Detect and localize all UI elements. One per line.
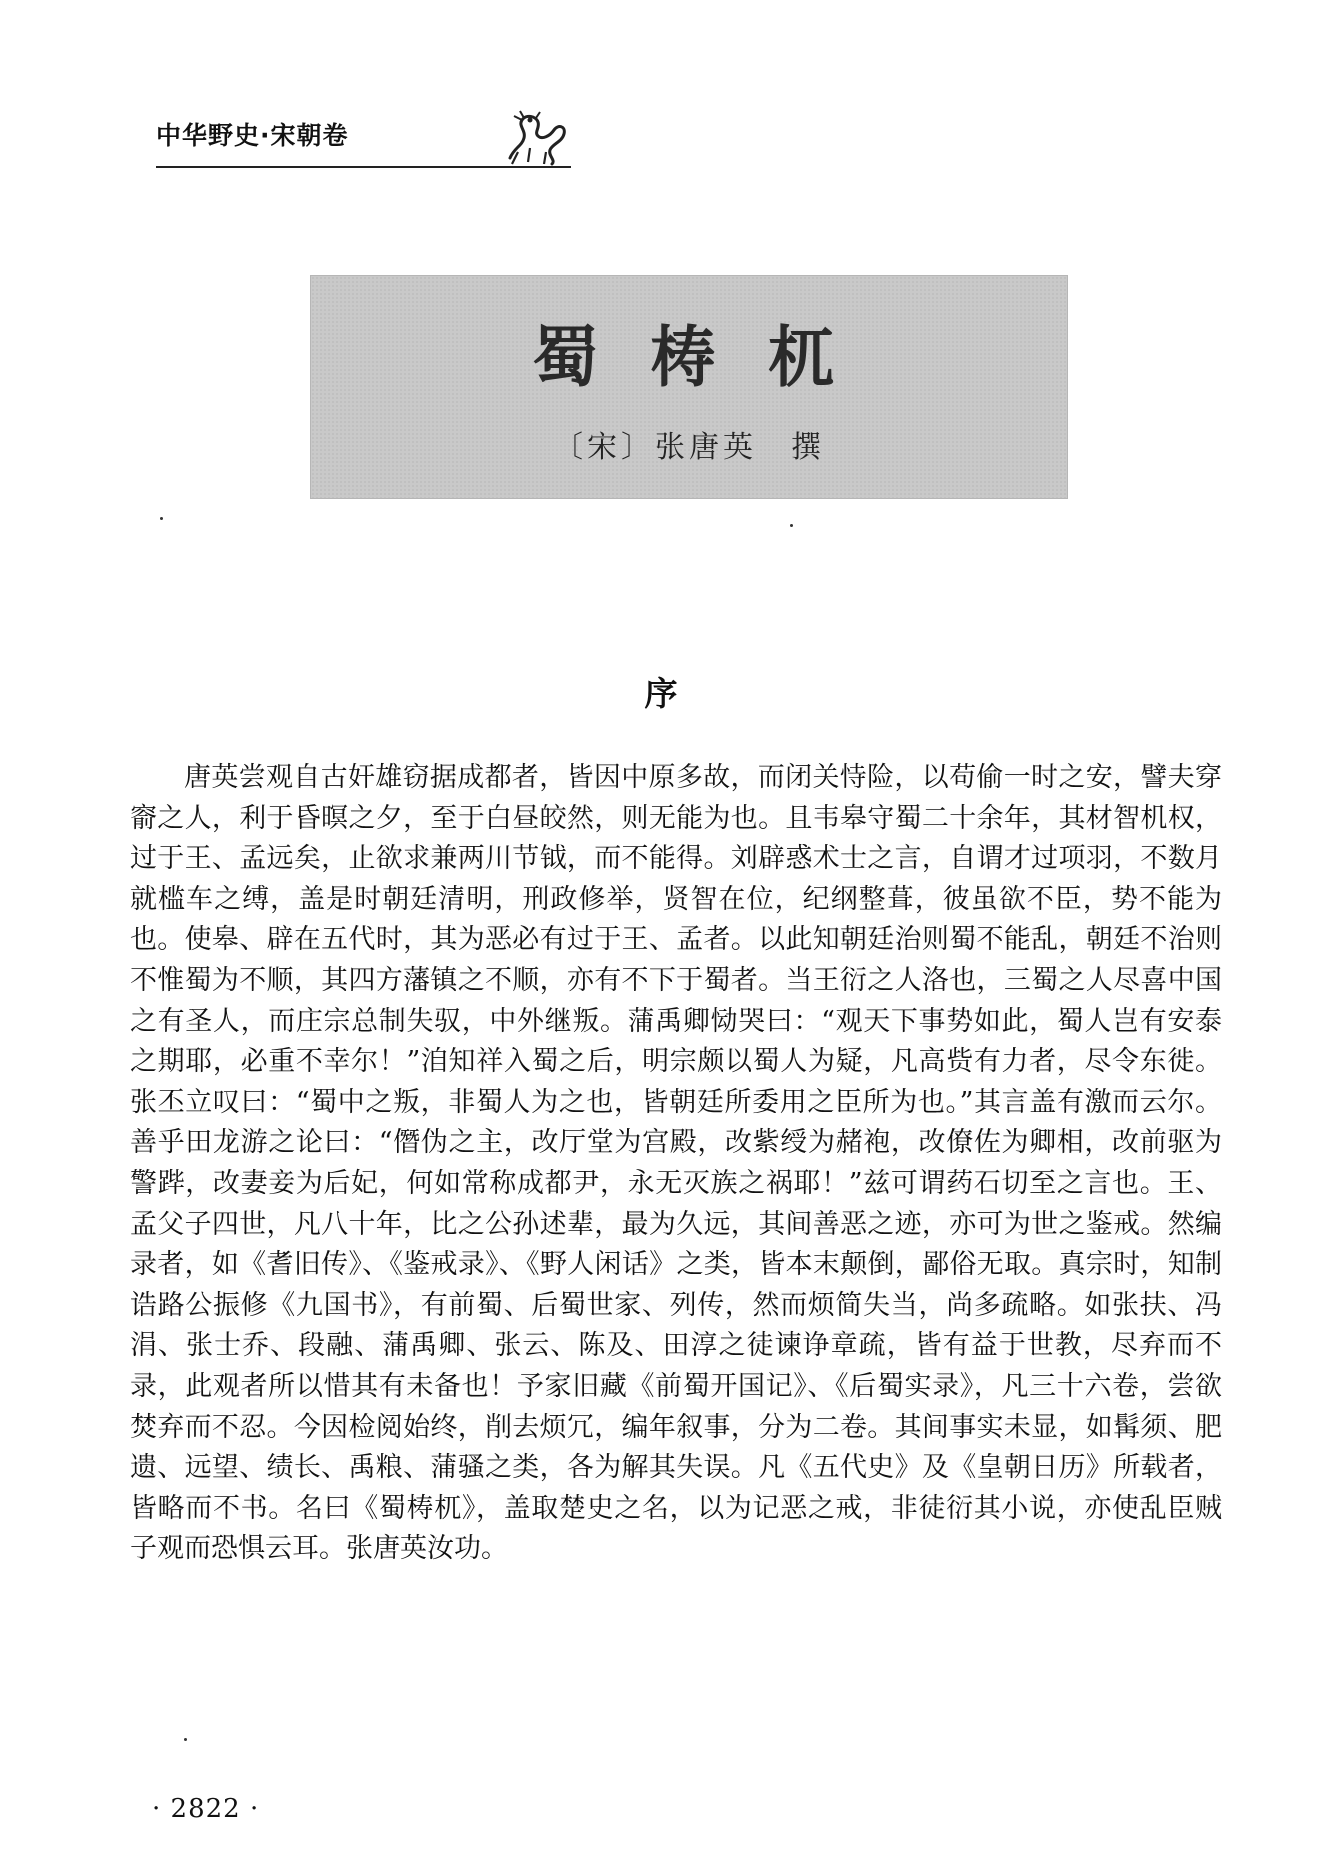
dragon-icon	[500, 108, 572, 168]
preface-body: 唐英尝观自古奸雄窃据成都者，皆因中原多故，而闭关恃险，以苟偷一时之安，譬夫穿窬之人，利于昏暝之夕，至于白昼皎然，则无能为也。且韦皋守蜀二十余年，其材智机权，过于王、孟远矣，止欲求兼两川节钺，而不能得。刘辟惑术士之言，自谓才过项羽，不数月就槛车之缚，盖是时朝廷清明，刑政修举，贤智在位，纪纲整葺，彼虽欲不臣，势不能为也。使皋、辟在五代时，其为恶必有过于王、孟者。以此知朝廷治则蜀不能乱，朝廷不治则不惟蜀为不顺，其四方藩镇之不顺，亦有不下于蜀者。当王衍之人洛也，三蜀之人尽喜中国之有圣人，而庄宗总制失驭，中外继叛。蒲禹卿恸哭曰：“观天下事势如此，蜀人岂有安泰之期耶，必重不幸尔！”洎知祥入蜀之后，明宗颇以蜀人为疑，凡高赀有力者，尽令东徙。张丕立叹曰：“蜀中之叛，非蜀人为之也，皆朝廷所委用之臣所为也。”其言盖有激而云尔。善乎田龙游之论曰：“僭伪之主，改厅堂为宫殿，改紫绶为赭袍，改僚佐为卿相，改前驱为警跸，改妻妾为后妃，何如常称成都尹，永无灭族之祸耶！”兹可谓药石切至之言也。王、孟父子四世，凡八十年，比之公孙述辈，最为久远，其间善恶之迹，亦可为世之鉴戒。然编录者，如《耆旧传》、《鉴戒录》、《野人闲话》之类，皆本末颠倒，鄙俗无取。真宗时，知制诰路公振修《九国书》，有前蜀、后蜀世家、列传，然而烦简失当，尚多疏略。如张扶、冯涓、张士乔、段融、蒲禹卿、张云、陈及、田淳之徒谏诤章疏，皆有益于世教，尽弃而不录，此观者所以惜其有未备也！予家旧藏《前蜀开国记》、《后蜀实录》，凡三十六卷，尝欲焚弃而不忍。今因检阅始终，削去烦冗，编年叙事，分为二卷。其间事实未显，如髯须、肥遗、远望、绩长、禹粮、蒲骚之类，各为解其失误。凡《五代史》及《皇朝日历》所载者，皆略而不书。名曰《蜀梼杌》，盖取楚史之名，以为记恶之戒，非徒衍其小说，亦使乱臣贼子观而恐惧云耳。张唐英汝功。	[130, 762, 1222, 1565]
scan-speck	[790, 524, 793, 527]
running-head-title: 中华野史·宋朝卷	[156, 121, 349, 150]
page-number: · 2822 ·	[152, 1794, 260, 1824]
title-block	[310, 275, 1068, 499]
book-author: 〔宋〕张唐英 撰	[553, 430, 825, 465]
scan-speck	[184, 1738, 187, 1741]
section-heading: 序	[644, 674, 678, 713]
book-title: 蜀梼杌	[532, 318, 886, 396]
scan-speck	[160, 517, 163, 520]
